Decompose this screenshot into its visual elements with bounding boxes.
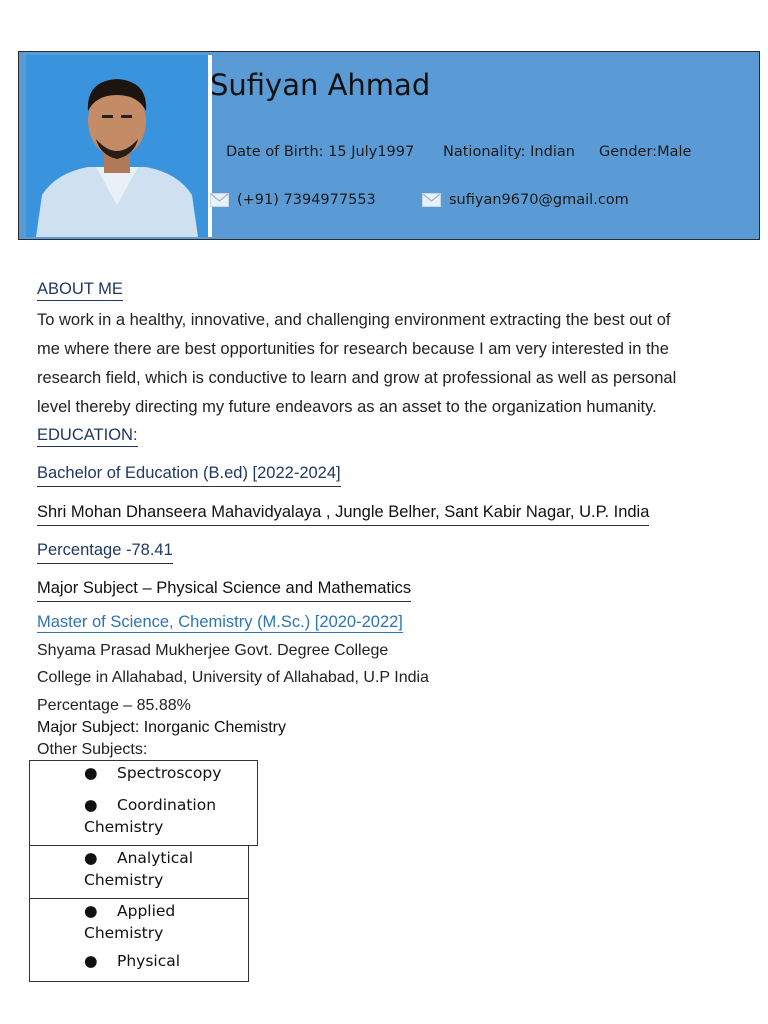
msc-percentage: Percentage – 85.88%	[37, 697, 191, 714]
list-item	[84, 764, 221, 782]
phone-number: (+91) 7394977553	[237, 192, 376, 208]
nationality: Nationality: Indian	[443, 144, 575, 160]
education-heading: EDUCATION:	[37, 426, 138, 447]
about-line: To work in a healthy, innovative, and challenging environment extracting the best out of	[37, 311, 671, 329]
candidate-name: Sufiyan Ahmad	[210, 68, 431, 102]
msc-major-subject: Major Subject: Inorganic Chemistry	[37, 719, 286, 736]
bullet-icon: ●	[84, 849, 98, 867]
email-contact	[422, 192, 629, 208]
bullet-icon: ●	[84, 764, 98, 782]
subject-physical: Physical	[117, 952, 181, 970]
list-item	[84, 847, 264, 891]
profile-photo	[26, 55, 212, 237]
bed-percentage: Percentage -78.41	[37, 541, 173, 564]
phone-contact	[210, 192, 376, 208]
msc-college-line1: Shyama Prasad Mukherjee Govt. Degree College	[37, 642, 389, 659]
subject-coordination: Coordination	[117, 796, 217, 814]
bed-major-subject: Major Subject – Physical Science and Mathematics	[37, 579, 411, 602]
list-item	[84, 952, 180, 970]
envelope-icon	[422, 193, 441, 207]
msc-title-link[interactable]: Master of Science, Chemistry (M.Sc.) [2020-2022]	[37, 613, 403, 631]
gender: Gender:Male	[599, 144, 692, 160]
bullet-icon: ●	[84, 796, 98, 814]
msc-college-line2: College in Allahabad, University of Allahabad, U.P India	[37, 669, 429, 686]
about-line: research field, which is conductive to learn and grow at professional as well as personal	[37, 369, 677, 387]
about-paragraph	[37, 306, 727, 422]
about-heading: ABOUT ME	[37, 280, 123, 301]
about-line: me where there are best opportunities for research because I am very interested in the	[37, 340, 669, 358]
subjects-box-1	[29, 760, 258, 846]
envelope-icon	[210, 193, 229, 207]
subjects-box-2	[29, 845, 249, 899]
subject-analytical: Analytical	[117, 849, 194, 867]
email-address: sufiyan9670@gmail.com	[449, 192, 629, 208]
bullet-icon: ●	[84, 902, 98, 920]
subject-applied-cont: Chemistry	[84, 924, 164, 942]
subject-coordination-cont: Chemistry	[84, 818, 164, 836]
person-photo-illustration	[26, 55, 208, 237]
subjects-box-3	[29, 898, 249, 982]
subject-analytical-cont: Chemistry	[84, 871, 164, 889]
list-item	[84, 794, 264, 838]
date-of-birth: Date of Birth: 15 July1997	[226, 144, 415, 160]
list-item	[84, 900, 264, 944]
subject-spectroscopy: Spectroscopy	[117, 764, 222, 782]
other-subjects-label: Other Subjects:	[37, 741, 148, 758]
profile-header	[18, 51, 760, 240]
bed-title: Bachelor of Education (B.ed) [2022-2024]	[37, 464, 341, 487]
subject-applied: Applied	[117, 902, 176, 920]
about-line: level thereby directing my future endeavors as an asset to the organization humanity.	[37, 398, 657, 416]
bed-college: Shri Mohan Dhanseera Mahavidyalaya , Jungle Belher, Sant Kabir Nagar, U.P. India	[37, 503, 649, 526]
bullet-icon: ●	[84, 952, 98, 970]
